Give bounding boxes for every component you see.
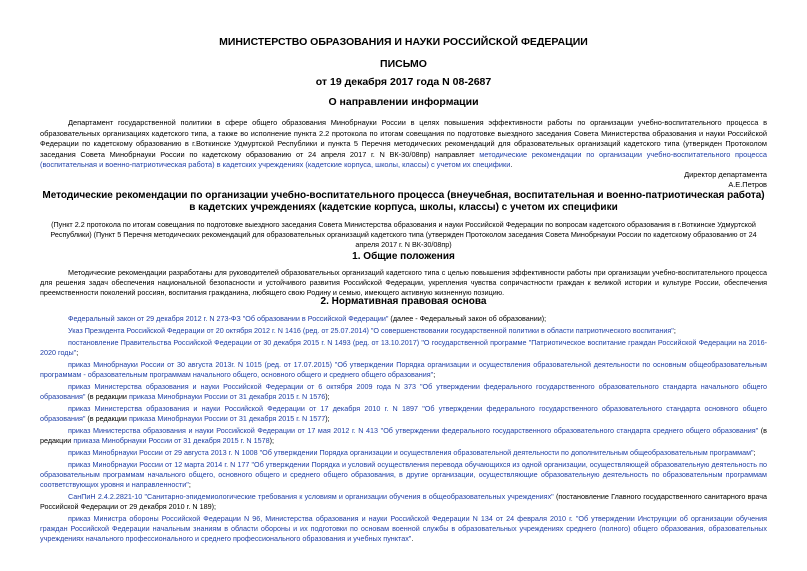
reference-link[interactable]: СанПиН 2.4.2.2821-10 "Санитарно-эпидемиологические требования к условиям и организации обучения в общеобразовательных учреждениях" xyxy=(68,492,554,501)
ministry-title: МИНИСТЕРСТВО ОБРАЗОВАНИЯ И НАУКИ РОССИЙСКОЙ ФЕДЕРАЦИИ xyxy=(219,36,588,48)
reference-item xyxy=(40,314,767,324)
reference-link[interactable]: приказ Министерства образования и науки Российской Федерации от 6 октября 2009 года N 373 "Об утверждении федерального государственного образовательного стандарта начального общего образования" xyxy=(40,382,767,401)
reference-text: (постановление Главного государственного санитарного врача Российской Федерации от 29 декабря 2010 г. N 189); xyxy=(40,492,767,511)
reference-item xyxy=(40,338,767,358)
reference-link[interactable]: приказа Минобрнауки России от 31 декабря 2015 г. N 1576 xyxy=(128,391,326,401)
reference-link[interactable]: приказа Минобрнауки России от 31 декабря 2015 г. N 1578 xyxy=(73,435,270,445)
reference-item xyxy=(40,326,767,336)
reference-item xyxy=(40,360,767,380)
reference-text: ; xyxy=(76,347,79,357)
section-1-title: 1. Общие положения xyxy=(352,251,455,262)
reference-text: ; xyxy=(753,448,756,457)
section-2-title: 2. Нормативная правовая основа xyxy=(320,296,487,307)
reference-link[interactable]: приказ Министерства образования и науки Российской Федерации от 17 мая 2012 г. N 413 "Об утверждении федерального государственного образовательного стандарта среднего общего образования" xyxy=(68,426,759,435)
intro-text: Департамент государственной политики в сфере общего образования Минобрнауки России в целях повышения эффективности работы по организации учебно-воспитательного процесса в образовательных организациях кадетского типа, а также во исполнение пункта 2.2 протокола по итогам совещания по подготовке выездного заседания Совета Министерства образования и науки Российской Федерации по кадетскому образованию в г.Воткинске Удмуртской Республики и пункта 5 Перечня методических рекомендаций для образовательных организаций кадетского типа (утвержден Протоколом заседания Совета Минобрнауки России по кадетскому образованию от 24 апреля 2017 г. N ВК-30/08пр) направляет xyxy=(40,118,767,159)
reference-text: ; xyxy=(673,326,676,335)
reference-text: ; xyxy=(433,369,436,379)
signature-name: А.Е.Петров xyxy=(728,180,767,189)
reference-item xyxy=(40,460,767,489)
section-1-text: Методические рекомендации разработаны для руководителей образовательных организаций кадетского типа с целью повышения эффективности работы при организации учебно-воспитательного процесса для решения задач обеспечения национальной безопасности и устойчивого развития Российской Федерации, укрепления чувства сопричастности граждан к великой истории и культуре России, обеспечения преемственности поколений россиян, воспитания гражданина, любящего свою Родину и семью, имеющего активную жизненную позицию. xyxy=(40,268,767,297)
reference-link[interactable]: постановление Правительства Российской Федерации от 30 декабря 2015 г. N 1493 (ред. от 13.10.2017) "О государственной программе "Патриотическое воспитание граждан Российской Федерации на 2016-2020 годы" xyxy=(40,338,767,357)
reference-item xyxy=(40,426,767,446)
reference-text: (в редакции xyxy=(85,413,129,423)
document-subject: О направлении информации xyxy=(328,96,479,108)
recommendations-basis: (Пункт 2.2 протокола по итогам совещания по подготовке выездного заседания Совета Министерства образования и науки Российской Федерации по вопросам кадетского образования в г.Воткинске Удмуртской Республики) (Пункт 5 Перечня методических рекомендаций для образовательных организаций кадетского типа (утвержден Протоколом заседания Совета Минобрнауки России по кадетскому образованию от 24 апреля 2017 г. N ВК-30/08пр) xyxy=(50,220,757,249)
recommendations-link[interactable]: методические рекомендации по организации учебно-воспитательного процесса (воспитательная и военно-патриотическая работа) в кадетских учреждениях (кадетские корпуса, школы, классы) с учетом их специфики xyxy=(40,149,767,169)
signature-position: Директор департамента xyxy=(684,170,767,179)
reference-text: ; xyxy=(188,479,191,489)
reference-text: (в редакции xyxy=(40,426,767,445)
signature-block xyxy=(684,170,767,190)
intro-end: . xyxy=(510,160,513,169)
reference-text: (далее - Федеральный закон об образовании); xyxy=(388,314,547,323)
intro-paragraph xyxy=(40,118,767,171)
reference-link[interactable]: приказа Минобрнауки России от 31 декабря 2015 г. N 1577 xyxy=(128,413,326,423)
reference-item xyxy=(40,492,767,512)
reference-item xyxy=(40,404,767,424)
reference-item xyxy=(40,448,767,458)
reference-link[interactable]: приказ Министерства образования и науки Российской Федерации от 17 декабря 2010 г. N 1897 "Об утверждении федерального государственного образовательного стандарта основного общего образования" xyxy=(40,404,767,423)
reference-text: . xyxy=(411,533,414,543)
reference-link[interactable]: приказ Министра обороны Российской Федерации N 96, Министерства образования и науки Российской Федерации N 134 от 24 февраля 2010 г. "Об утверждении Инструкции об организации обучения граждан Российской Федерации начальным знаниям в области обороны и их подготовки по основам военной службы в образовательных учреждениях среднего (полного) общего образования, образовательных учреждениях начального профессионального и среднего профессионального образования и учебных пунктах" xyxy=(40,514,767,543)
recommendations-title: Методические рекомендации по организации учебно-воспитательного процесса (внеучебная, воспитательная и военно-патриотическая работа) в кадетских учреждениях (кадетские корпуса, школы, классы) с учетом их специфики xyxy=(42,190,765,213)
reference-text: (в редакции xyxy=(85,391,129,401)
reference-text: ); xyxy=(325,413,330,423)
document-type: ПИСЬМО xyxy=(380,58,427,70)
reference-link[interactable]: приказ Минобрнауки России от 30 августа 2013г. N 1015 (ред. от 17.07.2015) "Об утверждении Порядка организации и осуществления образовательной деятельности по основным общеобразовательным программам - образовательным программам начального общего, основного общего и среднего общего образования" xyxy=(40,360,767,379)
reference-link[interactable]: Федеральный закон от 29 декабря 2012 г. N 273-ФЗ "Об образовании в Российской Федерации" xyxy=(68,314,389,323)
reference-link[interactable]: приказ Минобрнауки России от 29 августа 2013 г. N 1008 "Об утверждении Порядка организации и осуществления образовательной деятельности по дополнительным общеобразовательным программам" xyxy=(68,448,754,457)
reference-text: ); xyxy=(325,391,330,401)
reference-item xyxy=(40,514,767,543)
document-date-number: от 19 декабря 2017 года N 08-2687 xyxy=(315,76,492,88)
reference-item xyxy=(40,382,767,402)
reference-link[interactable]: приказ Минобрнауки России от 12 марта 2014 г. N 177 "Об утверждении Порядка и условий осуществления перевода обучающихся из одной организации, осуществляющей образовательную деятельность по образовательным программам начального общего, основного общего и среднего общего образования, в другие организации, осуществляющие образовательную деятельность по образовательным программам соответствующих уровня и направленности" xyxy=(40,460,767,489)
reference-link[interactable]: Указ Президента Российской Федерации от 20 октября 2012 г. N 1416 (ред. от 25.07.2014) "О совершенствовании государственной политики в области патриотического воспитания" xyxy=(68,326,674,335)
reference-text: ); xyxy=(269,435,274,445)
